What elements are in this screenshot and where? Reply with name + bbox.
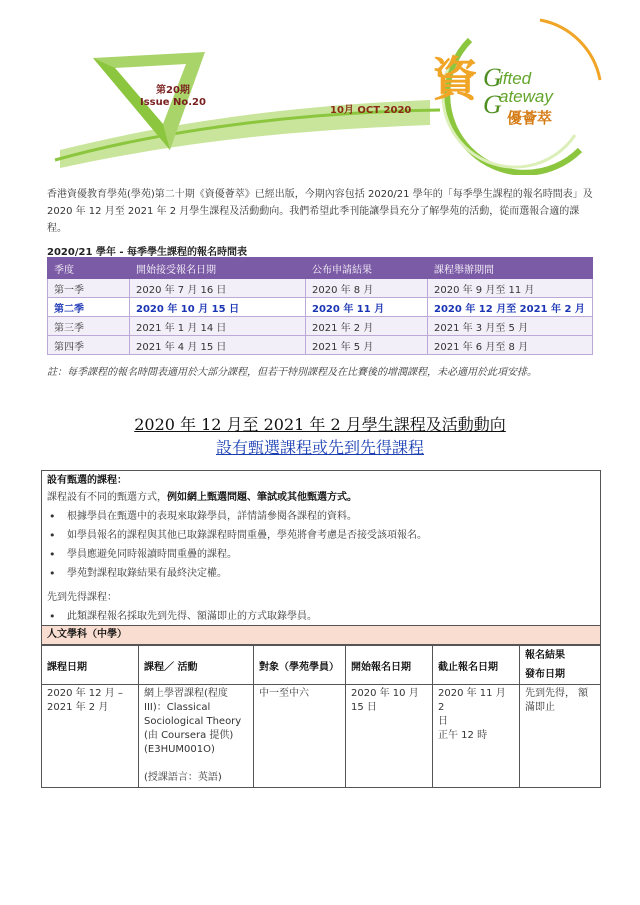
col-close: 截止報名日期 [433, 646, 520, 685]
selection-intro-b: 例如網上甄選問題、筆試或其他甄選方式。 [167, 492, 357, 503]
table-row [42, 685, 601, 788]
cell: 2021 年 3 月至 5 月 [428, 317, 593, 336]
cell: 2020 年 11 月 [306, 298, 428, 317]
issue-label [140, 85, 206, 109]
cell: 2020 年 10 月 15 日 [130, 298, 306, 317]
masthead [0, 0, 640, 175]
intro-paragraph: 香港資優教育學苑(學苑)第二十期《資優薈萃》已經出版，今期內容包括 2020/21 學年的「每季學生課程的報名時間表」及 2020 年 12 月至 2021 年 2 月學生課程及活動動向。我們希望此季刊能讓學員充分了解學苑的活動，從而選報合適的課程。 [47, 189, 593, 234]
fcfs-label: 先到先得課程： [47, 592, 117, 603]
schedule-title: 2020/21 學年 - 每季學生課程的報名時間表 [47, 247, 247, 258]
section-heading [0, 412, 640, 435]
cell-close: 2020 年 11 月 2 日 正午 12 時 [433, 685, 520, 788]
issue-en: Issue No.20 [140, 97, 206, 108]
cell-target: 中一至中六 [254, 685, 346, 788]
course-info-box [41, 470, 601, 625]
col-open-date: 開始接受報名日期 [130, 258, 306, 279]
list-item: • 學員應避免同時報讀時間重疊的課程。 [47, 545, 595, 564]
cell-result-date: 先到先得， 額 滿即止 [520, 685, 601, 788]
cell: 2020 年 12 月至 2021 年 2 月 [428, 298, 593, 317]
logo-line2: ateway [499, 87, 553, 106]
col-result-date: 報名結果 發布日期 [520, 646, 601, 685]
section-heading-text: 2020 年 12 月至 2021 年 2 月學生課程及活動動向 [134, 415, 506, 434]
cell: 第一季 [48, 279, 130, 298]
cell: 第二季 [48, 298, 130, 317]
cell: 2021 年 6 月至 8 月 [428, 336, 593, 355]
logo-g2: G [483, 90, 502, 119]
selection-list [47, 507, 595, 583]
cell-open: 2020 年 10 月 15 日 [346, 685, 433, 788]
issue-date: 10月 OCT 2020 [330, 105, 412, 116]
cell: 2021 年 2 月 [306, 317, 428, 336]
cell: 2020 年 7 月 16 日 [130, 279, 306, 298]
cell: 2021 年 4 月 15 日 [130, 336, 306, 355]
list-item: • 根據學員在甄選中的表現來取錄學員，詳情請參閱各課程的資料。 [47, 507, 595, 526]
cell: 2021 年 1 月 14 日 [130, 317, 306, 336]
subject-bar: 人文學科（中學） [41, 625, 601, 645]
course-header-row [42, 646, 601, 685]
cell-course-date: 2020 年 12 月 – 2021 年 2 月 [42, 685, 139, 788]
section-subheading-text: 設有甄選課程或先到先得課程 [215, 438, 424, 457]
selection-label: 設有甄選的課程： [47, 475, 127, 486]
logo-wordmark [499, 70, 553, 106]
col-result: 公布申請結果 [306, 258, 428, 279]
logo-line1: ifted [499, 69, 532, 88]
list-item: • 如學員報名的課程與其他已取錄課程時間重疊，學苑將會考慮是否接受該項報名。 [47, 526, 595, 545]
schedule-row [48, 336, 593, 355]
section-subheading [0, 435, 640, 458]
col-course-name: 課程／ 活動 [139, 646, 254, 685]
schedule-table [47, 257, 593, 355]
col-target: 對象（學苑學員） [254, 646, 346, 685]
list-item: • 學苑對課程取錄結果有最終決定權。 [47, 564, 595, 583]
schedule-header-row [48, 258, 593, 279]
col-course-date: 課程日期 [42, 646, 139, 685]
cell-course-name: 網上學習課程(程度 III)：Classical Sociological Theory (由 Coursera 提供) (E3HUM001O) (授課語言：英語) [139, 685, 254, 788]
col-period: 課程舉辦期間 [428, 258, 593, 279]
fcfs-list [47, 607, 595, 626]
schedule-row [48, 279, 593, 298]
cell: 第四季 [48, 336, 130, 355]
logo-cn: 優薈萃 [507, 109, 553, 127]
cell: 2020 年 8 月 [306, 279, 428, 298]
issue-cn: 第20期 [156, 85, 190, 96]
selection-intro [47, 488, 595, 507]
list-item: • 此類課程報名採取先到先得、額滿即止的方式取錄學員。 [47, 607, 595, 626]
logo-character: 資 [432, 52, 478, 106]
schedule-note: 註：每季課程的報名時間表適用於大部分課程，但若干特別課程及在比賽後的增潤課程，未必適用於此項安排。 [47, 367, 537, 378]
col-quarter: 季度 [48, 258, 130, 279]
schedule-row [48, 317, 593, 336]
cell: 2021 年 5 月 [306, 336, 428, 355]
logo-g1: G [483, 63, 502, 92]
course-table [41, 645, 601, 788]
selection-intro-a: 課程設有不同的甄選方式， [47, 492, 167, 503]
schedule-row-highlight [48, 298, 593, 317]
cell: 第三季 [48, 317, 130, 336]
col-open: 開始報名日期 [346, 646, 433, 685]
cell: 2020 年 9 月至 11 月 [428, 279, 593, 298]
